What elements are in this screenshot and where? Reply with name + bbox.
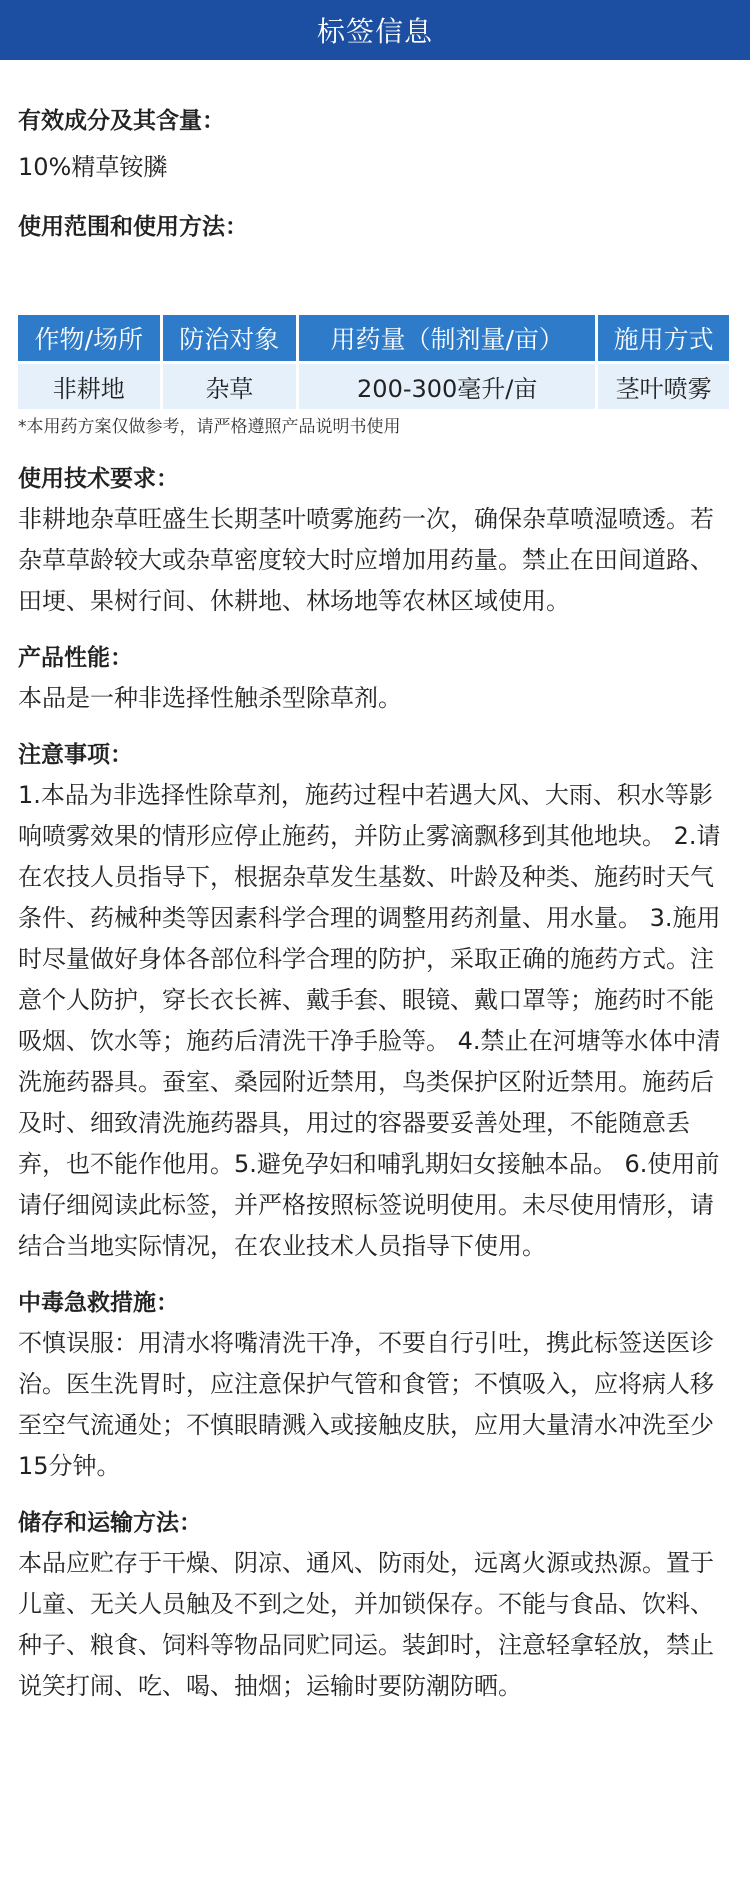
table-header-target: 防治对象 (163, 315, 297, 364)
ingredients-title: 有效成分及其含量： (18, 108, 225, 134)
precautions-section (18, 739, 732, 1267)
ingredients-section (18, 60, 732, 188)
table-cell-target: 杂草 (163, 364, 297, 409)
performance-section (18, 642, 732, 719)
storage-title: 储存和运输方法： (18, 1510, 202, 1536)
usage-title: 使用范围和使用方法： (18, 214, 248, 240)
first-aid-text: 不慎误服：用清水将嘴清洗干净，不要自行引吐，携此标签送医诊治。医生洗胃时，应注意保护气管和食管；不慎吸入，应将病人移至空气流通处；不慎眼睛溅入或接触皮肤，应用大量清水冲洗至少15分钟。 (18, 1329, 714, 1480)
header-title: 标签信息 (316, 15, 433, 48)
storage-text: 本品应贮存于干燥、阴凉、通风、防雨处，远离火源或热源。置于儿童、无关人员触及不到之处，并加锁保存。不能与食品、饮料、种子、粮食、饲料等物品同贮同运。装卸时，注意轻拿轻放，禁止说笑打闹、吃、喝、抽烟；运输时要防潮防晒。 (18, 1549, 714, 1700)
precautions-text: 1.本品为非选择性除草剂，施药过程中若遇大风、大雨、积水等影响喷雾效果的情形应停止施药，并防止雾滴飘移到其他地块。 2.请在农技人员指导下，根据杂草发生基数、叶龄及种类、施药时天气条件、药械种类等因素科学合理的调整用药剂量、用水量。 3.施用时尽量做好身体各部位科学合理的防护，采取正确的施药方式。注意个人防护，穿长衣长裤、戴手套、眼镜、戴口罩等；施药时不能吸烟、饮水等；施药后清洗干净手脸等。 4.禁止在河塘等水体中清洗施药器具。蚕室、桑园附近禁用，鸟类保护区附近禁用。施药后及时、细致清洗施药器具，用过的容器要妥善处理，不能随意丢弃，也不能作他用。5.避免孕妇和哺乳期妇女接触本品。 6.使用前请仔细阅读此标签，并严格按照标签说明使用。未尽使用情形，请结合当地实际情况，在农业技术人员指导下使用。 (18, 781, 721, 1260)
table-header-method: 施用方式 (598, 315, 729, 364)
table-cell-crop: 非耕地 (18, 364, 160, 409)
usage-table (15, 315, 732, 409)
usage-section (18, 188, 732, 439)
precautions-title: 注意事项： (18, 742, 133, 768)
performance-title: 产品性能： (18, 645, 133, 671)
usage-table-header-row (18, 315, 729, 364)
technique-section (18, 463, 732, 622)
table-cell-dosage: 200-300毫升/亩 (299, 364, 595, 409)
table-header-crop: 作物/场所 (18, 315, 160, 364)
technique-title: 使用技术要求： (18, 466, 179, 492)
table-row (18, 364, 729, 409)
performance-text: 本品是一种非选择性触杀型除草剂。 (18, 684, 402, 712)
usage-note: *本用药方案仅做参考，请严格遵照产品说明书使用 (18, 417, 401, 437)
table-cell-method: 茎叶喷雾 (598, 364, 729, 409)
technique-text: 非耕地杂草旺盛生长期茎叶喷雾施药一次，确保杂草喷湿喷透。若杂草草龄较大或杂草密度较大时应增加用药量。禁止在田间道路、田埂、果树行间、休耕地、林场地等农林区域使用。 (18, 505, 714, 615)
table-header-dosage: 用药量（制剂量/亩） (299, 315, 595, 364)
first-aid-title: 中毒急救措施： (18, 1290, 179, 1316)
header-bar (0, 0, 750, 60)
first-aid-section (18, 1287, 732, 1487)
ingredients-text: 10%精草铵膦 (18, 153, 168, 181)
label-content (0, 60, 750, 1707)
storage-section (18, 1507, 732, 1707)
